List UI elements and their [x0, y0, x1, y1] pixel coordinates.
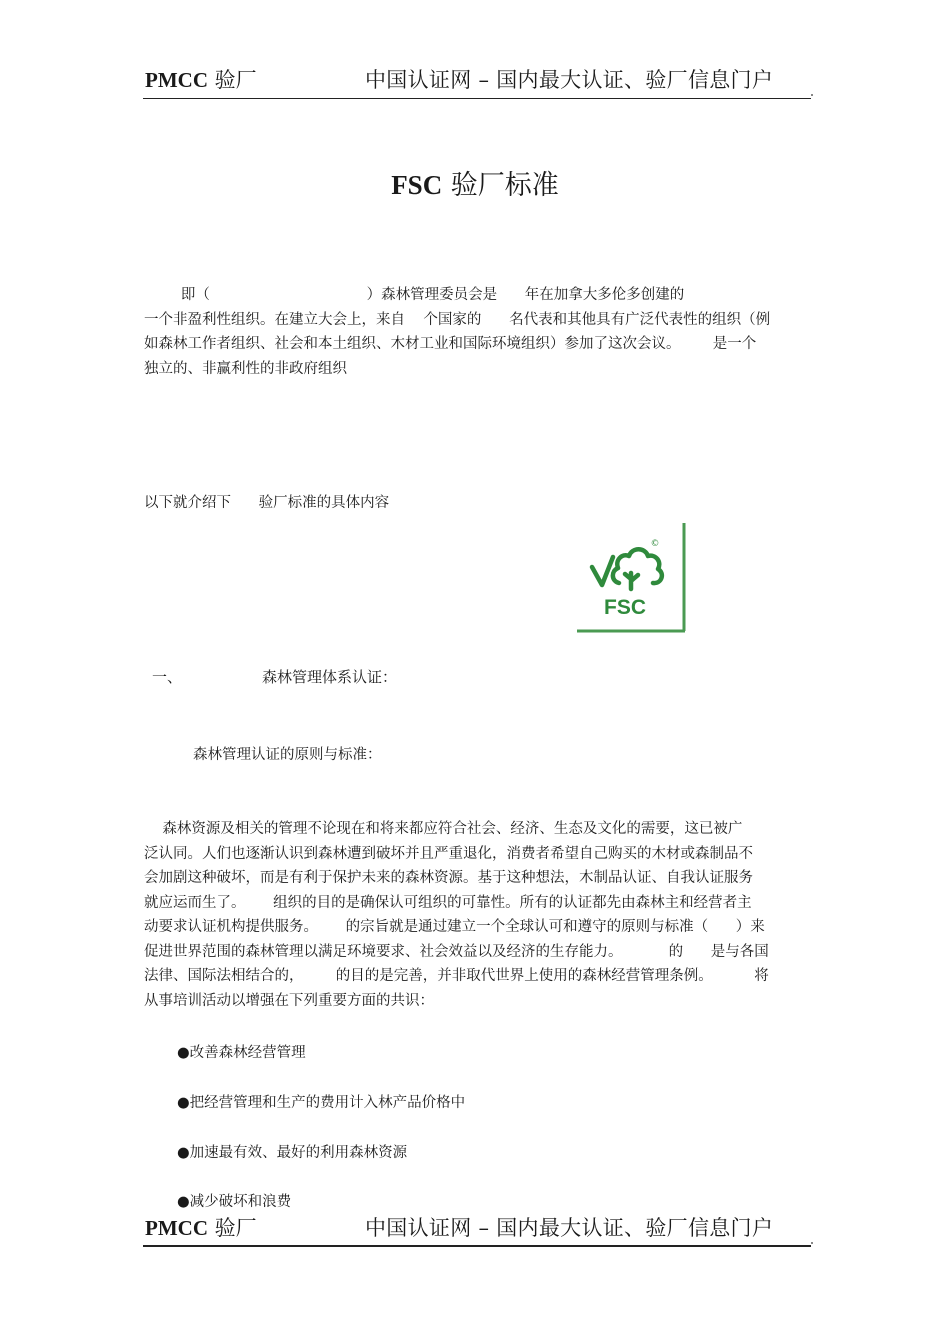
copyright-mark: ©	[650, 539, 660, 549]
page-header	[143, 64, 811, 100]
body-line: 就应运而生了。 组织的目的是确保认可组织的可靠性。所有的认证都先由森林主和经营者主	[144, 894, 752, 911]
section-number: 一、	[152, 668, 183, 686]
footer-rule-end	[811, 1242, 813, 1244]
bullet-item: ●加速最有效、最好的利用森林资源	[177, 1145, 408, 1161]
subheading: 森林管理认证的原则与标准：	[193, 747, 382, 763]
lead-sentence	[144, 491, 808, 516]
body-line: 从事培训活动以增强在下列重要方面的共识：	[144, 992, 434, 1009]
bullet-item: ●改善森林经营管理	[177, 1045, 306, 1061]
lead-text: 以下就介绍下 验厂标准的具体内容	[144, 495, 390, 511]
fsc-logo	[575, 521, 687, 633]
body-line: 法律、国际法相结合的， 的目的是完善，并非取代世界上使用的森林经营管理条例。 将	[144, 968, 769, 984]
body-line: 动要求认证机构提供服务。 的宗旨就是通过建立一个全球认可和遵守的原则与标准（ ）来	[144, 919, 765, 935]
logo-text: FSC	[604, 596, 646, 619]
section-title: 森林管理体系认证：	[262, 668, 398, 686]
intro-paragraph	[144, 283, 808, 381]
bullet-item: ●把经营管理和生产的费用计入林产品价格中	[177, 1095, 466, 1111]
intro-line: 如森林工作者组织、社会和本土组织、木材工业和国际环境组织）参加了这次会议。 是一个	[144, 336, 757, 352]
intro-line: 即（ ）森林管理委员会是 年在加拿大多伦多创建的	[144, 287, 685, 303]
header-rule-end	[811, 94, 813, 96]
footer-brand: PMCC 验厂	[145, 1216, 257, 1240]
body-paragraph	[144, 817, 808, 1013]
intro-line: 一个非盈利性组织。在建立大会上，来自 个国家的 名代表和其他具有广泛代表性的组织（例	[144, 311, 771, 328]
body-line: 会加剧这种破坏，而是有利于保护未来的森林资源。基于这种想法，木制品认证、自我认证服务	[144, 870, 753, 886]
page-footer	[143, 1212, 811, 1248]
header-rule	[143, 98, 811, 99]
body-line: 泛认同。人们也逐渐认识到森林遭到破坏并且严重退化，消费者希望自己购买的木材或森制品不	[144, 845, 753, 862]
body-line: 森林资源及相关的管理不论现在和将来都应符合社会、经济、生态及文化的需要，这已被广	[144, 821, 743, 837]
intro-line: 独立的、非赢利性的非政府组织	[144, 360, 347, 377]
bullet-item: ●减少破坏和浪费	[177, 1194, 292, 1210]
body-line: 促进世界范围的森林管理以满足环境要求、社会效益以及经济的生存能力。 的 是与各国	[144, 943, 769, 960]
footer-tagline: 中国认证网 – 国内最大认证、验厂信息门户	[365, 1216, 774, 1240]
footer-rule	[143, 1245, 811, 1247]
header-tagline: 中国认证网 – 国内最大认证、验厂信息门户	[365, 68, 774, 92]
header-brand: PMCC 验厂	[145, 68, 257, 92]
page-title: FSC 验厂标准	[391, 170, 559, 201]
